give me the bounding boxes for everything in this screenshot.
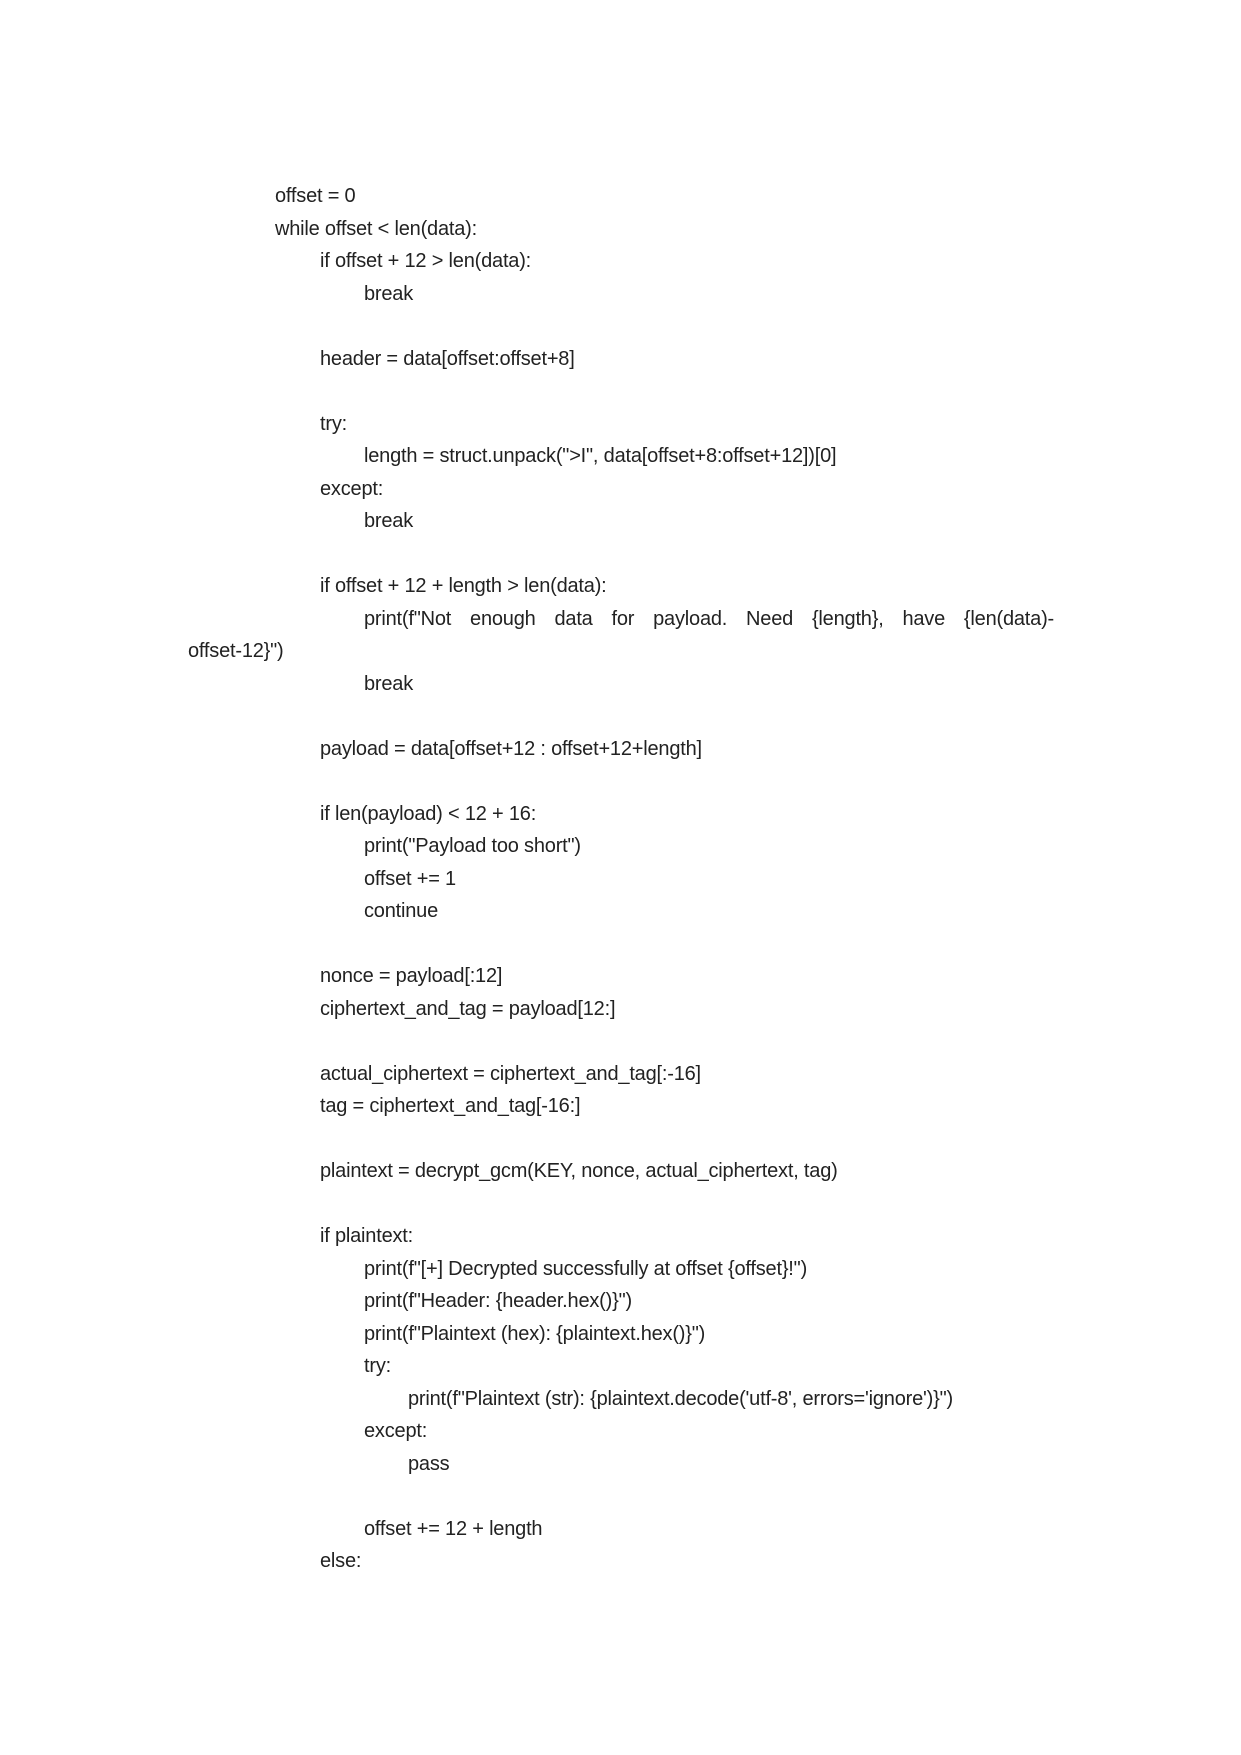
blank-line [0,310,1241,343]
code-line: print(f"Header: {header.hex()}") [364,1290,632,1312]
code-line: if offset + 12 + length > len(data): [320,575,607,597]
blank-line [0,1025,1241,1058]
code-line: print(f"Plaintext (hex): {plaintext.hex()}") [364,1322,706,1345]
code-line: except: [364,1420,428,1442]
code-line: try: [364,1355,391,1377]
blank-line [0,700,1241,733]
code-line-wrapped-text: print(f"Not enough data for payload. Need {length}, have {len(data)- [364,607,1054,630]
code-line: offset = 0 [275,185,356,207]
code-line: continue [364,900,439,922]
code-line: length = struct.unpack(">I", data[offset+8:offset+12])[0] [364,445,837,467]
code-line-continuation: offset-12}") [188,640,284,662]
code-line: plaintext = decrypt_gcm(KEY, nonce, actual_ciphertext, tag) [320,1160,838,1182]
code-line: break [364,510,414,532]
code-line-wrapped [0,603,1241,636]
code-block [0,180,1241,1578]
blank-line [0,765,1241,798]
code-line: if len(payload) < 12 + 16: [320,802,537,825]
code-line: print(f"[+] Decrypted successfully at offset {offset}!") [364,1257,808,1280]
code-line: print("Payload too short") [364,835,581,857]
code-line: try: [320,412,347,435]
code-line: payload = data[offset+12 : offset+12+length] [320,737,702,760]
code-line: header = data[offset:offset+8] [320,347,575,370]
code-line: ciphertext_and_tag = payload[12:] [320,997,616,1020]
code-line: offset += 12 + length [364,1517,543,1540]
code-line: while offset < len(data): [275,217,477,240]
code-line: break [364,672,414,695]
blank-line [0,928,1241,961]
blank-line [0,375,1241,408]
code-line: print(f"Plaintext (str): {plaintext.decode('utf-8', errors='ignore')}") [408,1387,953,1410]
code-line: actual_ciphertext = ciphertext_and_tag[:-16] [320,1062,701,1085]
code-line: if plaintext: [320,1225,414,1247]
code-line: break [364,282,414,305]
code-line: nonce = payload[:12] [320,965,503,987]
code-line: except: [320,477,384,500]
code-line: else: [320,1550,362,1572]
blank-line [0,1188,1241,1221]
code-line: pass [408,1452,450,1475]
code-line: offset += 1 [364,867,456,890]
blank-line [0,1123,1241,1156]
blank-line [0,1480,1241,1513]
blank-line [0,538,1241,571]
code-line: if offset + 12 > len(data): [320,250,532,272]
code-line: tag = ciphertext_and_tag[-16:] [320,1095,581,1117]
